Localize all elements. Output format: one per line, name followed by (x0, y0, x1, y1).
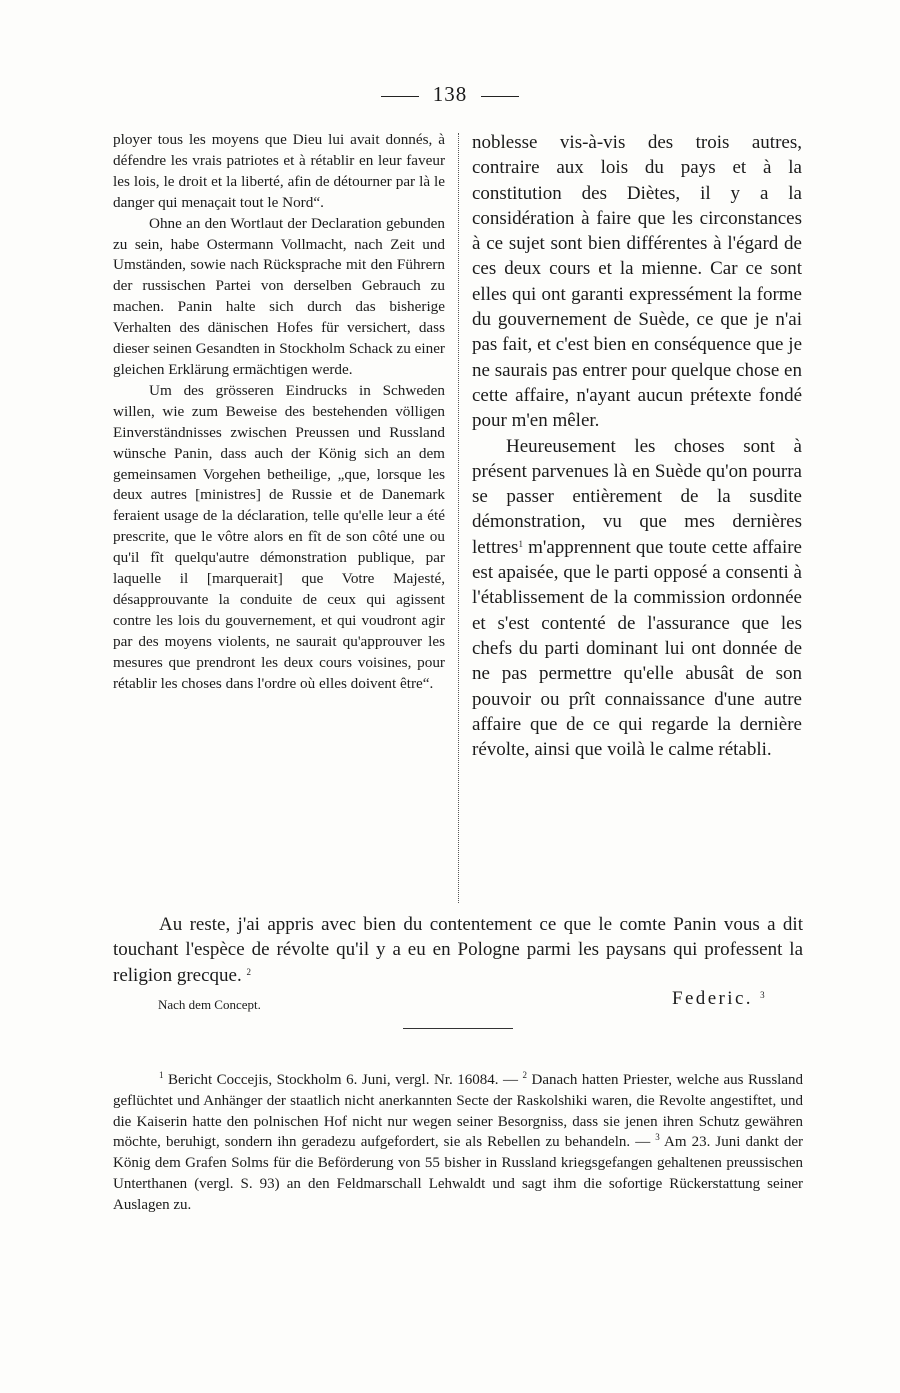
footnote-marker-2: 2 (522, 1070, 528, 1080)
footnote-ref-1: 1 (518, 538, 523, 549)
right-paragraph-1: noblesse vis-à-vis des trois autres, contraire aux lois du pays et à la constitution des Diètes, il y a la considération à faire que les circonstances à ce sujet sont bien différentes à l'égard de ces deux cours et la mienne. Car ce sont elles qui ont garanti expressément la forme du gouvernement de Suède, ce que je n'ai pas fait, et c'est bien en conséquence que je ne saurais pas entrer pour quelque chose en cette affaire, n'ayant aucun prétexte fondé pour m'en mêler. (472, 132, 802, 432)
closing-paragraph (113, 912, 803, 988)
footnote-3: Am 23. Juni dankt der König dem Grafen Solms für die Beförderung von 55 bisher in Russland kriegsgefangen gehaltenen preussischen Unterthanen (vergl. S. 93) an den Feldmarschall Lehwaldt und sagt ihm die sofortige Rückerstattung seiner Auslagen zu. (113, 1134, 803, 1213)
closing-text: Au reste, j'ai appris avec bien du contentement ce que le comte Panin vous a dit touchant l'espèce de révolte qu'il y a eu en Pologne parmi les paysans qui professent la religion grecque. (113, 914, 803, 986)
right-paragraph-2 (472, 434, 802, 763)
footnote-separator (403, 1028, 513, 1029)
footnotes (113, 1070, 803, 1216)
column-divider (458, 133, 459, 903)
closing-paragraph-block (113, 912, 803, 988)
left-paragraph-3: Um des grösseren Eindrucks in Schweden willen, wie zum Beweise des bestehenden völligen Einverständnisses zwischen Preussen und Russland wünsche Panin, dass auch der König sich an dem gemeinsamen Vorgehen betheilige, „que, lorsque les deux autres [ministres] de Russie et de Danemark feraient usage de la déclaration, telle qu'elle leur a été prescrite, que le vôtre alors en fît de son côté une ou qu'il fît quelqu'autre démonstration publique, par laquelle il [marquerait] que Votre Majesté, désapprouvante la conduite de ceux qui agissent contre les lois du gouvernement, et qui voudront agir par des moyens violents, ne saurait qu'approuver les mesures que prendront les deux cours voisines, pour rétablir les choses dans l'ordre où elles doivent être“. (113, 381, 445, 692)
source-note: Nach dem Concept. (158, 997, 261, 1012)
left-paragraph-1: ployer tous les moyens que Dieu lui avait donnés, à défendre les vrais patriotes et à rétablir en leur faveur les lois, le droit et la liberté, afin de détourner par là le danger qui menaçait tout le Nord“. (113, 131, 445, 211)
left-column (113, 130, 445, 694)
left-paragraph-2: Ohne an den Wortlaut der Declaration gebunden zu sein, habe Ostermann Vollmacht, nach Zeit und Umständen, sowie nach Rücksprache mit den Führern der russischen Partei von derselben Gebrauch zu machen. Panin halte sich durch das bisherige Verhalten des dänischen Hofes für versichert, dass dieser seinen Gesandten in Stockholm Schack zu einer gleichen Erklärung ermächtigen werde. (113, 214, 445, 378)
right-paragraph-2-start: Heureusement les choses sont à présent parvenues là en Suède qu'on pourra se passer entièrement de la susdite démonstration, vu que mes dernières lettres (472, 435, 802, 558)
signature-name: Federic. (672, 988, 753, 1009)
header-rule-right (481, 96, 519, 97)
footnote-1: Bericht Coccejis, Stockholm 6. Juni, vergl. Nr. 16084. — (163, 1072, 523, 1088)
footnote-ref-3: 3 (760, 990, 767, 1000)
footnote-text (113, 1070, 803, 1216)
right-paragraph-2-end: m'apprennent que toute cette affaire est apaisée, que le parti opposé a consenti à l'établissement de la commission ordonnée et s'est contenté de l'assurance que les chefs du parti dominant lui ont donnée de ne pas permettre qu'elle abusât de son pouvoir ou prît connaissance d'une autre affaire que de ce qui regarde la dernière révolte, ainsi que voilà le calme rétabli. (472, 536, 802, 761)
signature (672, 988, 767, 1010)
footnote-ref-2: 2 (246, 966, 251, 977)
footnote-marker-1: 1 (159, 1070, 164, 1080)
page-number: 138 (432, 82, 468, 106)
footnote-marker-3: 3 (655, 1132, 660, 1143)
right-column (472, 130, 802, 762)
footnote-2: Danach hatten Priester, welche aus Russland geflüchtet und Anhänger der staatlich nicht anerkannten Secte der Raskolshiki waren, die Revolte angestiftet, und die Kaiserin hatte den polnischen Hof nicht nur wegen seiner Besorgniss, dass sie jenen ihren Schutz gewähren möchte, beruhigt, sondern ihn geradezu aufgefordert, sie als Rebellen zu behandeln. — (113, 1072, 804, 1151)
header-rule-left (381, 96, 419, 97)
page-header (0, 82, 900, 107)
